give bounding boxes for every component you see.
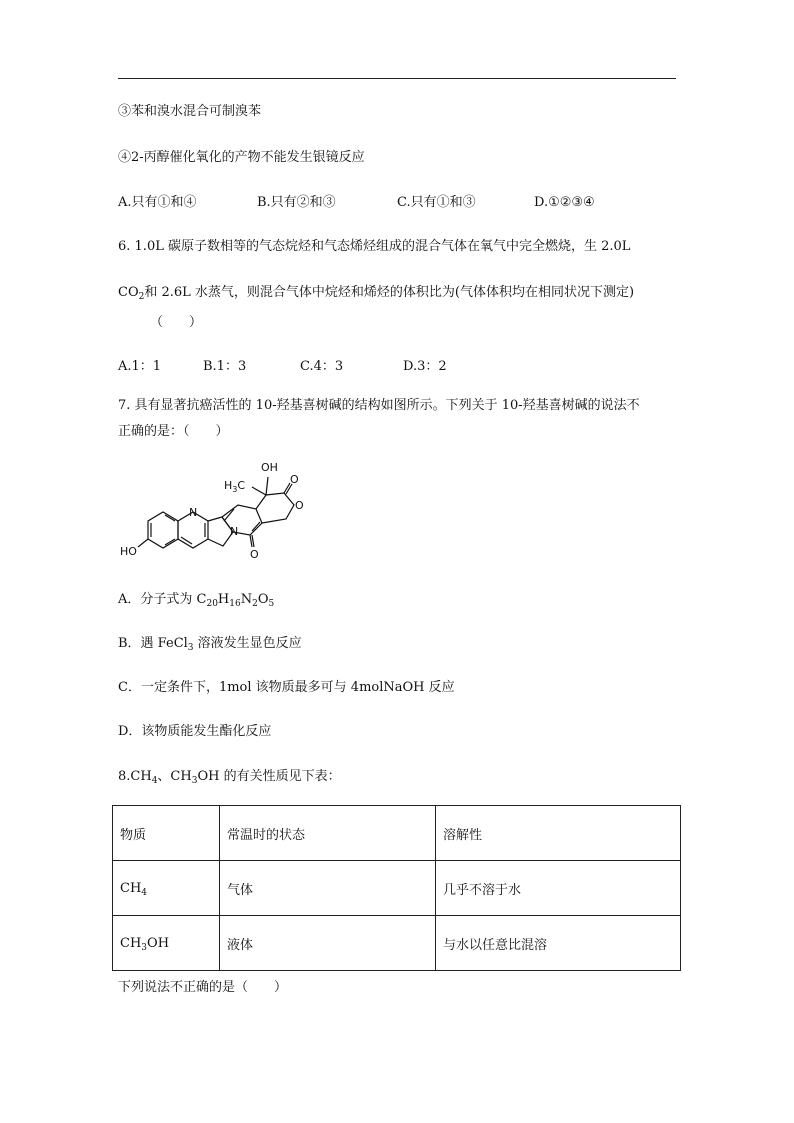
substance-cell: $CH_3OH$ [113,916,220,971]
statement-3: ③苯和溴水混合可制溴苯 [118,104,262,119]
substance-cell: $CH_4$ [113,861,220,916]
q8-intro: $8.CH_4$、$CH_3OH$ 的有关性质见下表： [118,769,341,786]
q7-option-d: D．该物质能发生酯化反应 [118,724,272,739]
q8-question: 下列说法不正确的是（ ） [118,980,288,995]
q6-option-b: B.1：3 [203,359,247,374]
solubility-cell: 几乎不溶于水 [436,861,681,916]
q7-stem-line2: 正确的是：（ ） [118,424,229,439]
properties-table [112,805,681,971]
q6-answer-blank: （ ） [150,315,203,330]
ho-left-label: HO [120,545,137,558]
table-row [113,916,681,971]
q6-option-a: A.1：1 [118,359,162,374]
ethyl-label: $H_3C$ [224,479,246,494]
state-cell: 气体 [220,861,436,916]
solubility-cell: 与水以任意比混溶 [436,916,681,971]
o-amide-label: O [250,548,259,561]
hydroxycamptothecin-structure [118,455,318,570]
table-header-row [113,806,681,861]
q6-stem-line2: $CO_2$和 2.6L 水蒸气，则混合气体中烷烃和烯烃的体积比为(气体体积均在相同状况下测定) [118,285,635,302]
o-ring-label: O [295,499,304,512]
o-lactone-label: O [290,473,299,486]
statement-4: ④2-丙醇催化氧化的产物不能发生银镜反应 [118,150,365,165]
state-cell: 液体 [220,916,436,971]
q7-option-c: C．一定条件下，1mol 该物质最多可与 4molNaOH 反应 [118,680,455,695]
header-state: 常温时的状态 [220,806,436,861]
header-substance: 物质 [113,806,220,861]
q5-option-c: C.只有①和③ [397,195,476,210]
q6-option-c: C.4：3 [300,359,344,374]
q6-stem-line1: 6. 1.0L 碳原子数相等的气态烷烃和气态烯烃组成的混合气体在氧气中完全燃烧，生 2.0L [118,239,631,254]
q5-option-b: B.只有②和③ [257,195,336,210]
q5-option-d: D.①②③④ [534,195,595,210]
q6-option-d: D.3：2 [403,359,447,374]
q7-stem-line1: 7. 具有显著抗癌活性的 10-羟基喜树碱的结构如图所示。下列关于 10-羟基喜树碱的说法不 [118,398,640,413]
header-solubility: 溶解性 [436,806,681,861]
q7-option-a: A．分子式为 $C_{20}H_{16}N_2O_5$ [118,592,275,609]
oh-top-label: OH [261,461,278,474]
header-rule [118,78,676,79]
n-label-amide: N [230,525,239,538]
n-label-pyridine: N [189,506,198,519]
q5-option-a: A.只有①和④ [118,195,197,210]
q7-option-b: B．遇 FeCl$_3$ 溶液发生显色反应 [118,636,302,653]
table-row [113,861,681,916]
